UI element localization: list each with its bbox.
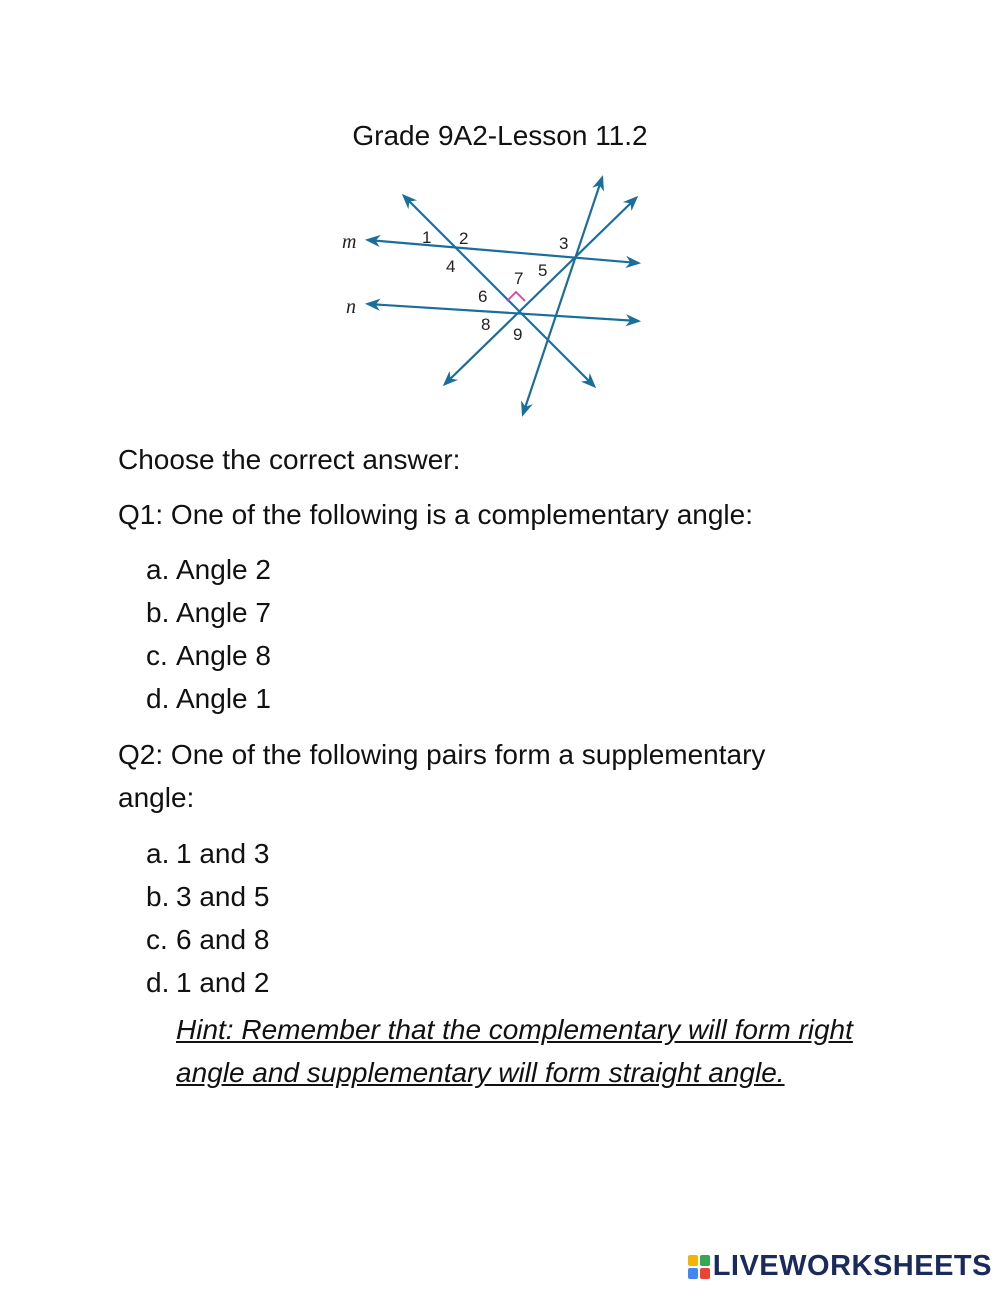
line-label-n: n bbox=[346, 296, 356, 318]
option-letter: a. bbox=[146, 554, 170, 585]
option-letter: d. bbox=[146, 967, 170, 998]
q1-option-b[interactable] bbox=[146, 595, 271, 631]
q2-option-b[interactable] bbox=[146, 879, 269, 915]
option-text: Angle 2 bbox=[176, 554, 271, 585]
worksheet-title: Grade 9A2-Lesson 11.2 bbox=[352, 120, 648, 151]
angle-label-6: 6 bbox=[478, 287, 488, 306]
option-text: Angle 7 bbox=[176, 597, 271, 628]
angle-label-8: 8 bbox=[481, 315, 491, 334]
hint-text: Hint: Remember that the complementary will form right angle and supplementary will form straight angle. bbox=[176, 1014, 853, 1088]
option-text: Angle 1 bbox=[176, 683, 271, 714]
instruction: Choose the correct answer: bbox=[118, 444, 461, 475]
q2-option-d[interactable] bbox=[146, 965, 269, 1001]
option-letter: b. bbox=[146, 597, 170, 628]
option-text: 1 and 2 bbox=[176, 967, 270, 998]
angle-label-7: 7 bbox=[514, 269, 524, 288]
logo-text: LIVEWORKSHEETS bbox=[712, 1250, 992, 1282]
option-text: 6 and 8 bbox=[176, 924, 270, 955]
angle-label-9: 9 bbox=[513, 325, 523, 344]
line-label-m: m bbox=[342, 231, 357, 253]
option-letter: b. bbox=[146, 881, 170, 912]
angle-label-3: 3 bbox=[559, 234, 569, 253]
q1-question: Q1: One of the following is a complementary angle: bbox=[118, 499, 754, 530]
option-text: Angle 8 bbox=[176, 640, 271, 671]
logo-square-1 bbox=[688, 1255, 698, 1266]
q2-option-c[interactable] bbox=[146, 922, 269, 958]
q1-option-a[interactable] bbox=[146, 552, 271, 588]
q2-question-line1: Q2: One of the following pairs form a supplementary bbox=[118, 739, 766, 770]
option-letter: a. bbox=[146, 838, 170, 869]
transversal-2 bbox=[445, 198, 636, 384]
angles-diagram bbox=[330, 168, 650, 428]
logo-icon bbox=[688, 1255, 710, 1279]
right-angle-marker bbox=[507, 292, 525, 301]
logo-square-3 bbox=[688, 1268, 698, 1279]
q2-option-a[interactable] bbox=[146, 836, 269, 872]
angle-label-1: 1 bbox=[422, 228, 432, 247]
option-text: 3 and 5 bbox=[176, 881, 270, 912]
line-n bbox=[368, 304, 638, 321]
q2-question-line2: angle: bbox=[118, 782, 195, 813]
angle-label-4: 4 bbox=[446, 257, 456, 276]
option-letter: c. bbox=[146, 640, 168, 671]
logo-square-2 bbox=[700, 1255, 710, 1266]
option-letter: c. bbox=[146, 924, 168, 955]
q1-option-d[interactable] bbox=[146, 681, 271, 717]
transversal-1 bbox=[404, 196, 594, 386]
logo-square-4 bbox=[700, 1268, 710, 1279]
q1-option-c[interactable] bbox=[146, 638, 271, 674]
line-m bbox=[368, 240, 638, 263]
option-letter: d. bbox=[146, 683, 170, 714]
angle-label-5: 5 bbox=[538, 261, 548, 280]
angle-label-2: 2 bbox=[459, 229, 469, 248]
option-text: 1 and 3 bbox=[176, 838, 270, 869]
liveworksheets-logo[interactable] bbox=[688, 1250, 992, 1283]
